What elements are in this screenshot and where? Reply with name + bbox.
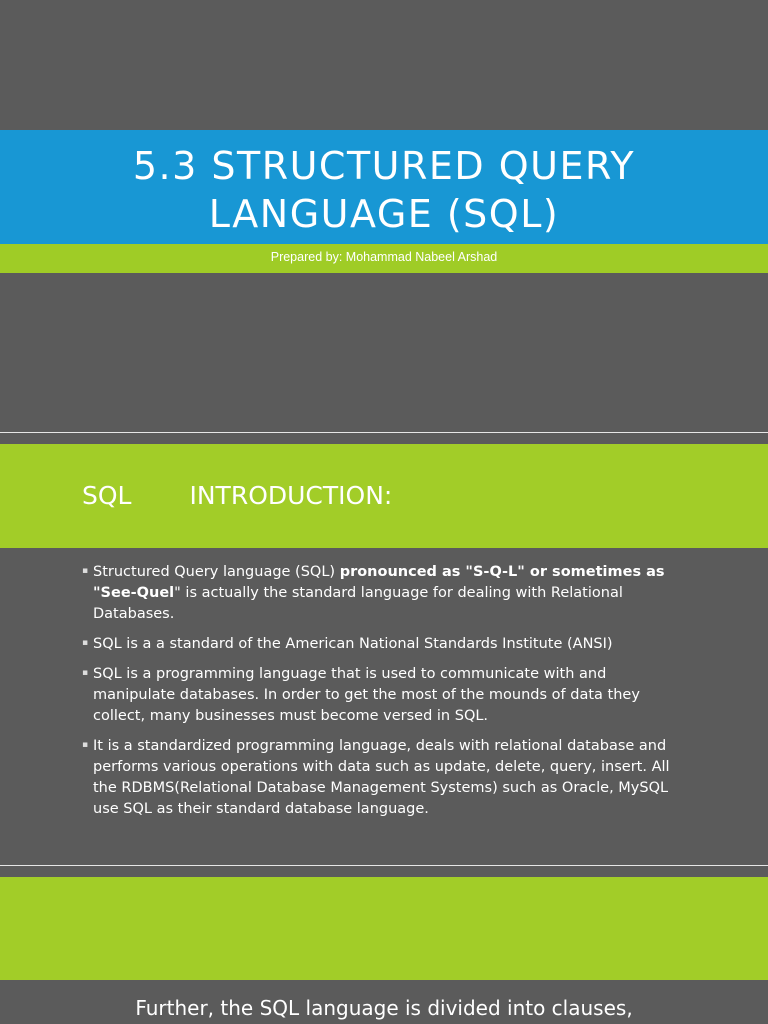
slide-divider <box>0 432 768 433</box>
section-heading <box>82 476 392 516</box>
bullet-text: SQL is a a standard of the American National Standards Institute (ANSI) <box>93 636 613 652</box>
bullet-item <box>82 664 692 727</box>
section-header-band <box>0 877 768 980</box>
bullet-item <box>82 736 692 820</box>
bullet-text: " is actually the standard language for dealing with Relational Databases. <box>93 585 623 622</box>
bullet-icon: ▪ <box>82 668 89 678</box>
slide-body-text: Further, the SQL language is divided into clauses, <box>135 996 633 1020</box>
slide-title-line-2: LANGUAGE (SQL) <box>208 192 560 236</box>
bullet-icon: ▪ <box>82 566 89 576</box>
section-heading-left: SQL <box>82 481 132 510</box>
bullet-text: Structured Query language (SQL) <box>93 564 340 580</box>
bullet-text: SQL is a programming language that is used to communicate with and manipulate databases. In order to get the most of the mounds of data they collect, many businesses must become versed in SQL. <box>93 666 640 724</box>
slide-title <box>0 142 768 238</box>
bullet-item <box>82 634 692 655</box>
bullet-list <box>82 562 692 829</box>
bullet-icon: ▪ <box>82 740 89 750</box>
slide-divider <box>0 865 768 866</box>
bullet-bold-text: pronounced as "S-Q-L" or sometimes as "See-Quel <box>93 564 665 601</box>
bullet-text: It is a standardized programming language, deals with relational database and performs various operations with data such as update, delete, query, insert. All the RDBMS(Relational Database Management Systems) such as Oracle, MySQL use SQL as their standard database language. <box>93 738 670 817</box>
bullet-icon: ▪ <box>82 638 89 648</box>
bullet-item <box>82 562 692 625</box>
slide-subtitle: Prepared by: Mohammad Nabeel Arshad <box>270 250 498 264</box>
section-heading-right: INTRODUCTION: <box>189 481 393 510</box>
slide-title-line-1: 5.3 STRUCTURED QUERY <box>132 144 636 188</box>
